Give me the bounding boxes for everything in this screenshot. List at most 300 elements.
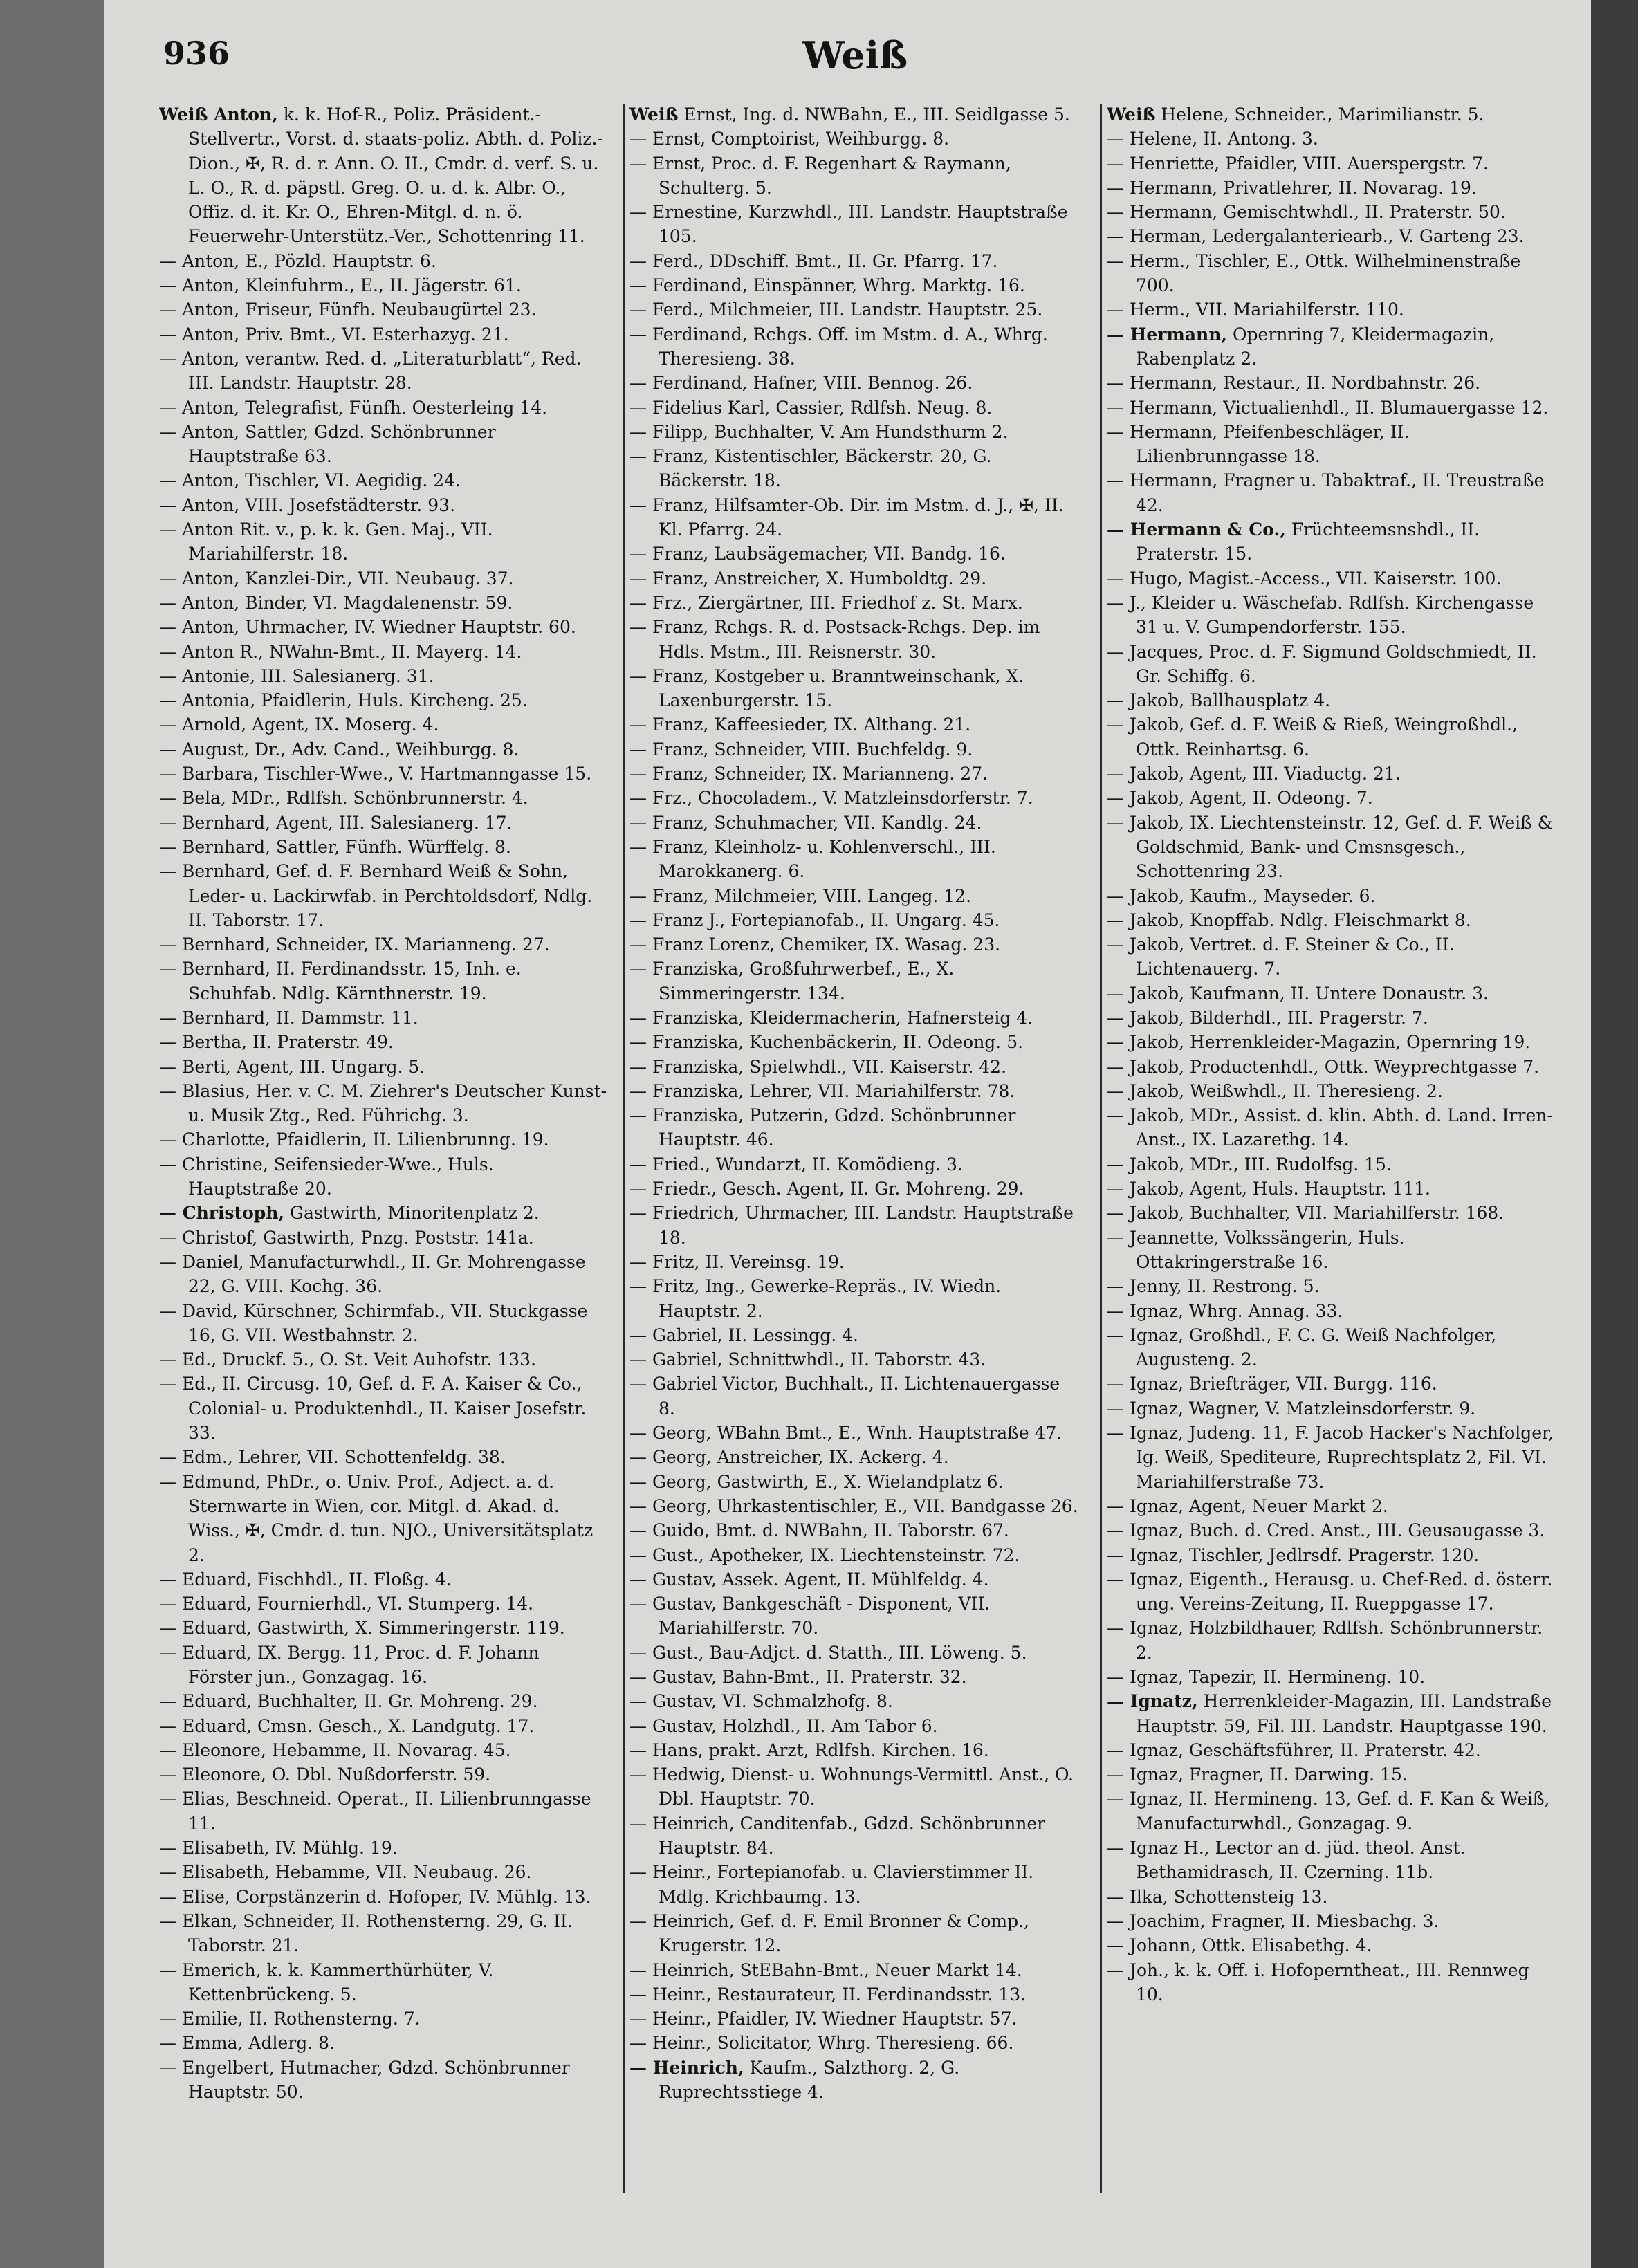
directory-entry [629,1567,1079,1592]
entry-text: — Bernhard, Gef. d. F. Bernhard Weiß & Sohn, Leder- u. Lackirwfab. in Perchtoldsdorf, Ndlg. II. Taborstr. 17. [159,861,593,930]
entry-text: — Jeannette, Volkssängerin, Huls. Ottakringerstraße 16. [1107,1227,1405,1272]
directory-entry [1107,1226,1556,1275]
directory-entry [629,322,1079,371]
directory-entry [159,1347,609,1372]
directory-entry [1107,1543,1556,1567]
directory-entry [159,1641,609,1690]
entry-text: — Ed., II. Circusg. 10, Gef. d. F. A. Kaiser & Co., Colonial- u. Produktenhdl., II. Kaiser Josefstr. 33. [159,1374,587,1444]
directory-entry [629,542,1079,566]
entry-name: — Hermann, [1107,324,1228,344]
entry-text: — Helene, II. Antong. 3. [1107,129,1318,149]
directory-entry [159,1079,609,1128]
directory-entry [629,273,1079,297]
entry-text: — Franz, Anstreicher, X. Humboldtg. 29. [629,568,987,589]
entry-text: — Gustav, Bahn-Bmt., II. Praterstr. 32. [629,1667,967,1687]
entry-text: — Anton, Friseur, Fünfh. Neubaugürtel 23. [159,299,537,320]
directory-entry [629,1006,1079,1030]
entry-text: — Ignaz, Eigenth., Herausg. u. Chef-Red. d. österr. ung. Vereins-Zeitung, II. Rueppgasse 17. [1107,1569,1553,1614]
directory-entry [1107,1738,1556,1762]
entry-text: — Heinrich, Canditenfab., Gdzd. Schönbrunner Hauptstr. 84. [629,1813,1046,1859]
directory-entry [629,1811,1079,1861]
directory-entry [1107,1152,1556,1177]
directory-entry [159,420,609,469]
entry-text: — Hermann, Pfeifenbeschläger, II. Lilienbrunngasse 18. [1107,421,1410,467]
entry-text: — Ignaz, Wagner, V. Matzleinsdorferstr. 9. [1107,1398,1476,1419]
directory-entry [629,249,1079,273]
directory-entry [629,2056,1079,2105]
directory-entry [1107,517,1556,566]
entry-text: — Anton, Sattler, Gdzd. Schönbrunner Hauptstraße 63. [159,421,496,467]
directory-entry [1107,1274,1556,1298]
directory-entry [1107,884,1556,908]
entry-text: — Fidelius Karl, Cassier, Rdlfsh. Neug. 8. [629,397,993,418]
entry-text: — Christof, Gastwirth, Pnzg. Poststr. 141a. [159,1227,534,1248]
directory-entry [1107,1421,1556,1494]
entry-text: — Franz, Milchmeier, VIII. Langeg. 12. [629,885,972,906]
directory-entry [629,1372,1079,1421]
directory-entry [1107,932,1556,981]
page-number: 936 [163,35,230,72]
entry-text: — Ignaz, Tischler, Jedlrsdf. Pragerstr. 120. [1107,1545,1480,1565]
directory-entry [1107,1885,1556,1909]
entry-text: — Anton, Telegrafist, Fünfh. Oesterleing 14. [159,397,548,418]
entry-text: — Daniel, Manufacturwhdl., II. Gr. Mohrengasse 22, G. VIII. Kochg. 36. [159,1251,586,1297]
entry-text: — Gust., Bau-Adjct. d. Statth., III. Löweng. 5. [629,1642,1027,1663]
directory-entry [629,127,1079,151]
entry-text: — Friedr., Gesch. Agent, II. Gr. Mohreng. 29. [629,1179,1024,1199]
entry-text: — Franz, Schneider, VIII. Buchfeldg. 9. [629,739,973,759]
entry-text: — Ferdinand, Einspänner, Whrg. Marktg. 16. [629,275,1025,296]
entry-text: — Jakob, Buchhalter, VII. Mariahilferstr. 168. [1107,1203,1504,1224]
directory-entry [1107,1103,1556,1152]
entry-text: — Eduard, Fischhdl., II. Floßg. 4. [159,1569,452,1589]
entry-text: — David, Kürschner, Schirmfab., VII. Stuckgasse 16, G. VII. Westbahnstr. 2. [159,1300,588,1345]
directory-entry [159,835,609,859]
directory-entry [159,517,609,566]
entry-text: — Anton, Priv. Bmt., VI. Esterhazyg. 21. [159,324,509,344]
directory-entry [1107,176,1556,200]
entry-text: — Eduard, Buchhalter, II. Gr. Mohreng. 29. [159,1691,538,1712]
entry-text: — Frz., Chocoladem., V. Matzleinsdorferstr. 7. [629,788,1033,809]
directory-entry [159,1787,609,1836]
directory-entry [159,1299,609,1348]
directory-entry [1107,297,1556,322]
directory-entry [1107,811,1556,884]
entry-text: — Anton, verantw. Red. d. „Literaturblatt“, Red. III. Landstr. Hauptstr. 28. [159,348,582,394]
directory-entry [159,396,609,420]
entry-text: Gastwirth, Minoritenplatz 2. [284,1203,540,1224]
entry-text: — Franz, Schuhmacher, VII. Kandlg. 24. [629,812,982,833]
entry-text: — Jakob, Bilderhdl., III. Pragerstr. 7. [1107,1007,1428,1028]
directory-entry [159,737,609,762]
entry-text: — Bernhard, Sattler, Fünfh. Würffelg. 8. [159,836,511,857]
directory-entry [629,1347,1079,1372]
directory-entry [1107,1494,1556,1518]
entry-text: — Jakob, Weißwhdl., II. Theresieng. 2. [1107,1080,1443,1101]
directory-entry [629,1958,1079,1982]
entry-text: — Jakob, Vertret. d. F. Steiner & Co., II. Lichtenauerg. 7. [1107,934,1455,979]
directory-entry [629,1909,1079,1958]
entry-text: — Ignaz, Judeng. 11, F. Jacob Hacker's Nachfolger, Ig. Weiß, Spediteure, Ruprechtsplatz 2, Fil. VI. Mariahilferstraße 73. [1107,1423,1554,1492]
directory-entry [629,1177,1079,1201]
entry-text: Herrenkleider-Magazin, III. Landstraße Hauptstr. 59, Fil. III. Landstr. Hauptgasse 190. [1136,1691,1552,1736]
directory-entry [1107,1323,1556,1372]
entry-text: — Hermann, Privatlehrer, II. Novarag. 19. [1107,177,1477,198]
entry-text: — Eleonore, O. Dbl. Nußdorferstr. 59. [159,1764,491,1785]
directory-entry [159,1445,609,1469]
directory-entry [1107,908,1556,932]
entry-text: — Anton Rit. v., p. k. k. Gen. Maj., VII. Mariahilferstr. 18. [159,519,493,564]
scan-border-right [1591,0,1638,2268]
directory-entry [159,1860,609,1884]
entry-text: — Franziska, Kleidermacherin, Hafnersteig 4. [629,1007,1033,1028]
directory-entry [159,859,609,932]
entry-text: — Elias, Beschneid. Operat., II. Lilienbrunngasse 11. [159,1789,591,1834]
directory-entry [159,347,609,396]
entry-text: — Ignaz, Agent, Neuer Markt 2. [1107,1495,1388,1516]
directory-entry [629,1982,1079,2007]
directory-entry [159,1836,609,1860]
entry-text: — Heinr., Solicitator, Whrg. Theresieng. 66. [629,2033,1014,2054]
directory-entry [629,1689,1079,1713]
directory-entry [629,566,1079,591]
entry-text: — Christine, Seifensieder-Wwe., Huls. Hauptstraße 20. [159,1154,494,1199]
entry-text: — Ferdinand, Hafner, VIII. Bennog. 26. [629,373,973,394]
entry-text: — Ignaz, Briefträger, VII. Burgg. 116. [1107,1374,1437,1394]
entry-text: — Gabriel, II. Lessingg. 4. [629,1325,859,1345]
entry-text: — Franziska, Spielwhdl., VII. Kaiserstr. 42. [629,1056,1007,1077]
entry-text: — Blasius, Her. v. C. M. Ziehrer's Deutscher Kunst- u. Musik Ztg., Red. Führichg. 3. [159,1080,607,1126]
directory-entry [1107,981,1556,1006]
directory-entry [159,102,609,249]
entry-text: — Franz, Kaffeesieder, IX. Althang. 21. [629,714,971,735]
directory-entry [1107,420,1556,469]
directory-entry [629,1762,1079,1811]
directory-entry [1107,566,1556,591]
entry-text: — Jakob, Herrenkleider-Magazin, Opernring 19. [1107,1032,1531,1053]
directory-entry [629,151,1079,201]
directory-entry [159,2031,609,2055]
entry-text: — Franz, Schneider, IX. Marianneng. 27. [629,764,988,784]
entry-text: — Eduard, Cmsn. Gesch., X. Landgutg. 17. [159,1715,535,1736]
entry-text: — Hermann, Fragner u. Tabaktraf., II. Treustraße 42. [1107,470,1545,515]
entry-text: — Friedrich, Uhrmacher, III. Landstr. Hauptstraße 18. [629,1203,1074,1248]
directory-entry [1107,1396,1556,1421]
entry-text: — Jakob, Gef. d. F. Weiß & Rieß, Weingroßhdl., Ottk. Reinhartsg. 6. [1107,714,1518,759]
directory-entry [1107,1762,1556,1787]
directory-entry [1107,1665,1556,1689]
directory-entry [159,957,609,1006]
entry-text: — Fritz, Ing., Gewerke-Repräs., IV. Wiedn. Hauptstr. 2. [629,1276,1002,1321]
directory-entry [1107,640,1556,689]
entry-text: — Ernst, Comptoirist, Weihburgg. 8. [629,129,950,149]
entry-text: — Heinr., Restaurateur, II. Ferdinandsstr. 13. [629,1984,1027,2004]
entry-text: — Gabriel Victor, Buchhalt., II. Lichtenauergasse 8. [629,1374,1060,1419]
entry-text: — Anton, Uhrmacher, IV. Wiedner Hauptstr. 60. [159,617,576,638]
entry-text: — Arnold, Agent, IX. Moserg. 4. [159,714,439,735]
directory-entry [629,1152,1079,1177]
directory-entry [1107,151,1556,176]
entry-text: — Gustav, Holzhdl., II. Am Tabor 6. [629,1715,938,1736]
directory-entry [1107,1030,1556,1054]
directory-entry [159,493,609,517]
entry-text: — Anton, E., Pözld. Hauptstr. 6. [159,250,436,271]
column-1 [159,102,609,2233]
directory-entry [1107,224,1556,248]
entry-text: — Johann, Ottk. Elisabethg. 4. [1107,1935,1372,1956]
directory-entry [159,1909,609,1958]
entry-text: — Franziska, Putzerin, Gdzd. Schönbrunner Hauptstr. 46. [629,1105,1016,1150]
entry-text: — Gustav, Bankgeschäft - Disponent, VII. Mariahilferstr. 70. [629,1594,991,1639]
directory-entry [1107,102,1556,127]
entry-text: — Franz, Kistentischler, Bäckerstr. 20, G. Bäckerstr. 18. [629,446,992,491]
entry-text: — Georg, Gastwirth, E., X. Wielandplatz 6. [629,1471,1004,1492]
directory-entry [629,1103,1079,1152]
entry-text: — Ed., Druckf. 5., O. St. Veit Auhofstr. 133. [159,1349,537,1370]
directory-entry [1107,786,1556,810]
directory-entry [629,200,1079,249]
directory-entry [629,1518,1079,1542]
entry-text: — Ignaz, II. Hermineng. 13, Gef. d. F. Kan & Weiß, Manufacturwhdl., Gonzagag. 9. [1107,1789,1550,1834]
entry-text: Ernst, Ing. d. NWBahn, E., III. Seidlgasse 5. [678,104,1070,125]
directory-entry [629,712,1079,737]
entry-name: — Ignatz, [1107,1691,1198,1712]
entry-text: — Emma, Adlerg. 8. [159,2033,335,2054]
entry-text: — Herman, Ledergalanteriearb., V. Garteng 23. [1107,226,1525,247]
directory-entry [159,712,609,737]
directory-entry [159,1030,609,1054]
directory-entry [1107,762,1556,786]
entry-text: — Jakob, Agent, Huls. Hauptstr. 111. [1107,1179,1430,1199]
directory-entry [629,786,1079,810]
entry-text: — Heinr., Pfaidler, IV. Wiedner Hauptstr. 57. [629,2009,1018,2029]
directory-entry [1107,1177,1556,1201]
directory-entry [1107,396,1556,420]
entry-text: — Jakob, Knopffab. Ndlg. Fleischmarkt 8. [1107,910,1471,930]
entry-text: — Ignaz, Holzbildhauer, Rdlfsh. Schönbrunnerstr. 2. [1107,1618,1543,1663]
entry-text: — Edm., Lehrer, VII. Schottenfeldg. 38. [159,1447,506,1468]
directory-entry [629,1274,1079,1323]
directory-entry [159,1958,609,2007]
entry-text: — Franz, Laubsägemacher, VII. Bandg. 16. [629,544,1006,564]
directory-entry [629,297,1079,322]
directory-entry [1107,1836,1556,1885]
directory-entry [159,1250,609,1299]
entry-text: — Ignaz H., Lector an d. jüd. theol. Anst. Bethamidrasch, II. Czerning. 11b. [1107,1838,1466,1883]
entry-text: — Edmund, PhDr., o. Univ. Prof., Adject. a. d. Sternwarte in Wien, cor. Mitgl. d. Akad. d. Wiss., ✠, Cmdr. d. tun. NJO., Universitätsplatz 2. [159,1471,593,1565]
entry-text: — Bernhard, Agent, III. Salesianerg. 17. [159,812,513,833]
entry-text: — Elisabeth, IV. Mühlg. 19. [159,1838,398,1859]
entry-text: — Engelbert, Hutmacher, Gdzd. Schönbrunner Hauptstr. 50. [159,2057,570,2103]
directory-entry [159,762,609,786]
entry-text: — Ignaz, Buch. d. Cred. Anst., III. Geusaugasse 3. [1107,1520,1545,1541]
directory-entry [629,1592,1079,1641]
entry-text: — Anton, Kanzlei-Dir., VII. Neubaug. 37. [159,568,514,589]
entry-text: — Joh., k. k. Off. i. Hofoperntheat., III. Rennweg 10. [1107,1960,1529,2004]
directory-entry [1107,200,1556,224]
directory-entry [629,2031,1079,2055]
directory-entry [159,2007,609,2031]
entry-text: — Anton, Kleinfuhrm., E., II. Jägerstr. 61. [159,275,522,296]
entry-text: — Hermann, Restaur., II. Nordbahnstr. 26. [1107,373,1481,394]
entry-text: — Emerich, k. k. Kammerthürhüter, V. Kettenbrückeng. 5. [159,1960,494,2004]
entry-text: k. k. Hof-R., Poliz. Präsident.-Stellvertr., Vorst. d. staats-poliz. Abth. d. Poliz.-Dion., ✠, R. d. r. Ann. O. II., Cmdr. d. verf. S. u. L. O., R. d. päpstl. Greg. O. u. d. k. Albr. O., Offiz. d. it. Kr. O., Ehren-Mitgl. d. n. ö. Feuerwehr-Unterstütz.-Ver., Schottenring 11. [188,104,603,247]
entry-text: — Ignaz, Tapezir, II. Hermineng. 10. [1107,1667,1426,1687]
entry-text: — Ignaz, Großhdl., F. C. G. Weiß Nachfolger, Augusteng. 2. [1107,1325,1497,1370]
directory-entry [159,1689,609,1713]
directory-entry [159,322,609,347]
entry-text: — Guido, Bmt. d. NWBahn, II. Taborstr. 67. [629,1520,1009,1541]
directory-entry [1107,591,1556,640]
directory-entry [629,1055,1079,1079]
entry-text: — Heinr., Fortepianofab. u. Clavierstimmer II. Mdlg. Krichbaumg. 13. [629,1862,1034,1907]
entry-text: — Jakob, Agent, II. Odeong. 7. [1107,788,1373,809]
entry-text: — Elkan, Schneider, II. Rothensterng. 29, G. II. Taborstr. 21. [159,1910,573,1956]
entry-text: — Franz, Rchgs. R. d. Postsack-Rchgs. Dep. im Hdls. Mstm., III. Reisnerstr. 30. [629,617,1040,662]
entry-text: — Ferd., Milchmeier, III. Landstr. Hauptstr. 25. [629,299,1043,320]
entry-text: — Anton, Binder, VI. Magdalenenstr. 59. [159,592,513,613]
directory-entry [1107,468,1556,517]
entry-text: — Franz, Kleinholz- u. Kohlenverschl., III. Marokkanerg. 6. [629,836,996,882]
entry-text: — Barbara, Tischler-Wwe., V. Hartmanngasse 15. [159,764,592,784]
directory-entry [159,1470,609,1567]
entry-text: — Gustav, Assek. Agent, II. Mühlfeldg. 4. [629,1569,989,1589]
directory-entry [159,1201,609,1225]
directory-entry [1107,1958,1556,2007]
directory-entry [159,932,609,957]
entry-text: — Eduard, Gastwirth, X. Simmeringerstr. 119. [159,1618,565,1639]
directory-entry [159,1885,609,1909]
directory-entry [629,932,1079,957]
entry-text: — Hans, prakt. Arzt, Rdlfsh. Kirchen. 16. [629,1740,989,1760]
entry-text: — Charlotte, Pfaidlerin, II. Lilienbrunng. 19. [159,1130,549,1150]
column-3 [1107,102,1556,2233]
directory-entry [629,835,1079,884]
entry-text: Kaufm., Salzthorg. 2, G. Ruprechtsstiege 4. [659,2057,960,2103]
directory-entry [1107,371,1556,395]
directory-entry [159,468,609,492]
directory-entry [1107,1787,1556,1836]
directory-entry [1107,1909,1556,1933]
directory-entry [629,1470,1079,1494]
page-title: Weiß [802,33,908,77]
directory-entry [159,664,609,688]
entry-text: — Ignaz, Fragner, II. Darwing. 15. [1107,1764,1408,1785]
directory-entry [159,1762,609,1787]
entry-text: — Frz., Ziergärtner, III. Friedhof z. St. Marx. [629,592,1023,613]
entry-text: — Antonie, III. Salesianerg. 31. [159,665,434,686]
directory-entry [1107,1006,1556,1030]
entry-name: — Hermann & Co., [1107,519,1286,540]
directory-entry [629,1494,1079,1518]
directory-entry [629,396,1079,420]
entry-text: — Anton, VIII. Josefstädterstr. 93. [159,495,456,515]
entry-text: — Bernhard, Schneider, IX. Marianneng. 27. [159,934,550,955]
directory-entry [629,1250,1079,1274]
directory-entry [629,1714,1079,1738]
directory-entry [159,786,609,810]
entry-text: — Bernhard, II. Dammstr. 11. [159,1007,418,1028]
entry-text: — Hugo, Magist.-Access., VII. Kaiserstr. 100. [1107,568,1502,589]
directory-entry [1107,688,1556,712]
entry-text: — Joachim, Fragner, II. Miesbachg. 3. [1107,1910,1439,1931]
directory-entry [1107,1372,1556,1396]
entry-text: — Elise, Corpstänzerin d. Hofoper, IV. Mühlg. 13. [159,1886,591,1907]
entry-text: — Franziska, Lehrer, VII. Mariahilferstr. 78. [629,1080,1015,1101]
entry-text: — Ilka, Schottensteig 13. [1107,1886,1328,1907]
entry-text: — Hermann, Victualienhdl., II. Blumauergasse 12. [1107,397,1549,418]
directory-entry [1107,1567,1556,1616]
entry-text: — Emilie, II. Rothensterng. 7. [159,2009,421,2029]
directory-entry [629,493,1079,542]
directory-entry [629,1543,1079,1567]
entry-text: — Anton, Tischler, VI. Aegidig. 24. [159,470,461,491]
column-2 [629,102,1079,2233]
entry-text: — Bernhard, II. Ferdinandsstr. 15, Inh. e. Schuhfab. Ndlg. Kärnthnerstr. 19. [159,959,522,1004]
directory-entry [159,1616,609,1640]
entry-text: — Ernst, Proc. d. F. Regenhart & Raymann, Schulterg. 5. [629,153,1011,198]
entry-text: — Gabriel, Schnittwhdl., II. Taborstr. 43. [629,1349,986,1370]
entry-text: — Heinrich, Gef. d. F. Emil Bronner & Comp., Krugerstr. 12. [629,1910,1029,1956]
directory-entry [1107,1055,1556,1079]
directory-entry [159,1055,609,1079]
directory-entry [1107,249,1556,298]
directory-entry [159,566,609,591]
entry-text: — Herm., Tischler, E., Ottk. Wilhelminenstraße 700. [1107,250,1521,296]
entry-text: — Hedwig, Dienst- u. Wohnungs-Vermittl. Anst., O. Dbl. Hauptstr. 70. [629,1764,1074,1809]
directory-entry [629,1738,1079,1762]
directory-entry [159,1714,609,1738]
entry-text: — Franziska, Kuchenbäckerin, II. Odeong. 5. [629,1032,1024,1053]
entry-text: — Georg, WBahn Bmt., E., Wnh. Hauptstraße 47. [629,1423,1062,1444]
entry-text: — Georg, Uhrkastentischler, E., VII. Bandgasse 26. [629,1495,1078,1516]
directory-entry [1107,1201,1556,1225]
directory-entry [159,615,609,639]
directory-entry [1107,1689,1556,1738]
directory-entry [1107,1518,1556,1542]
entry-name: Weiß [629,104,679,125]
directory-entry [1107,1079,1556,1103]
scan-border-left [0,0,104,2268]
directory-entry [629,1665,1079,1689]
directory-entry [159,1152,609,1201]
directory-entry [629,1641,1079,1665]
directory-entry [629,102,1079,127]
entry-text: — Hermann, Gemischtwhdl., II. Praterstr. 50. [1107,202,1506,223]
directory-entry [159,249,609,273]
entry-text: Früchteemsnshdl., II. Praterstr. 15. [1136,519,1480,564]
directory-entry [159,811,609,835]
entry-text: — Bertha, II. Praterstr. 49. [159,1032,394,1053]
entry-text: — Jacques, Proc. d. F. Sigmund Goldschmiedt, II. Gr. Schiffg. 6. [1107,641,1537,686]
column-divider [1100,104,1102,2193]
directory-entry [629,1860,1079,1909]
column-divider [623,104,625,2193]
directory-entry [629,615,1079,664]
entry-text: — Franz, Kostgeber u. Branntweinschank, X. Laxenburgerstr. 15. [629,665,1024,711]
entry-text: — Jakob, MDr., Assist. d. klin. Abth. d. Land. Irren-Anst., IX. Lazarethg. 14. [1107,1105,1553,1150]
directory-entry [159,273,609,297]
entry-text: — Jakob, Agent, III. Viaductg. 21. [1107,764,1401,784]
directory-entry [159,2056,609,2105]
directory-entry [159,591,609,615]
directory-entry [629,762,1079,786]
directory-entry [629,664,1079,713]
entry-text: — Fritz, II. Vereinsg. 19. [629,1251,845,1272]
entry-text: — Jenny, II. Restrong. 5. [1107,1276,1320,1297]
directory-entry [629,1030,1079,1054]
entry-text: — Ferdinand, Rchgs. Off. im Mstm. d. A., Whrg. Theresieng. 38. [629,324,1048,369]
